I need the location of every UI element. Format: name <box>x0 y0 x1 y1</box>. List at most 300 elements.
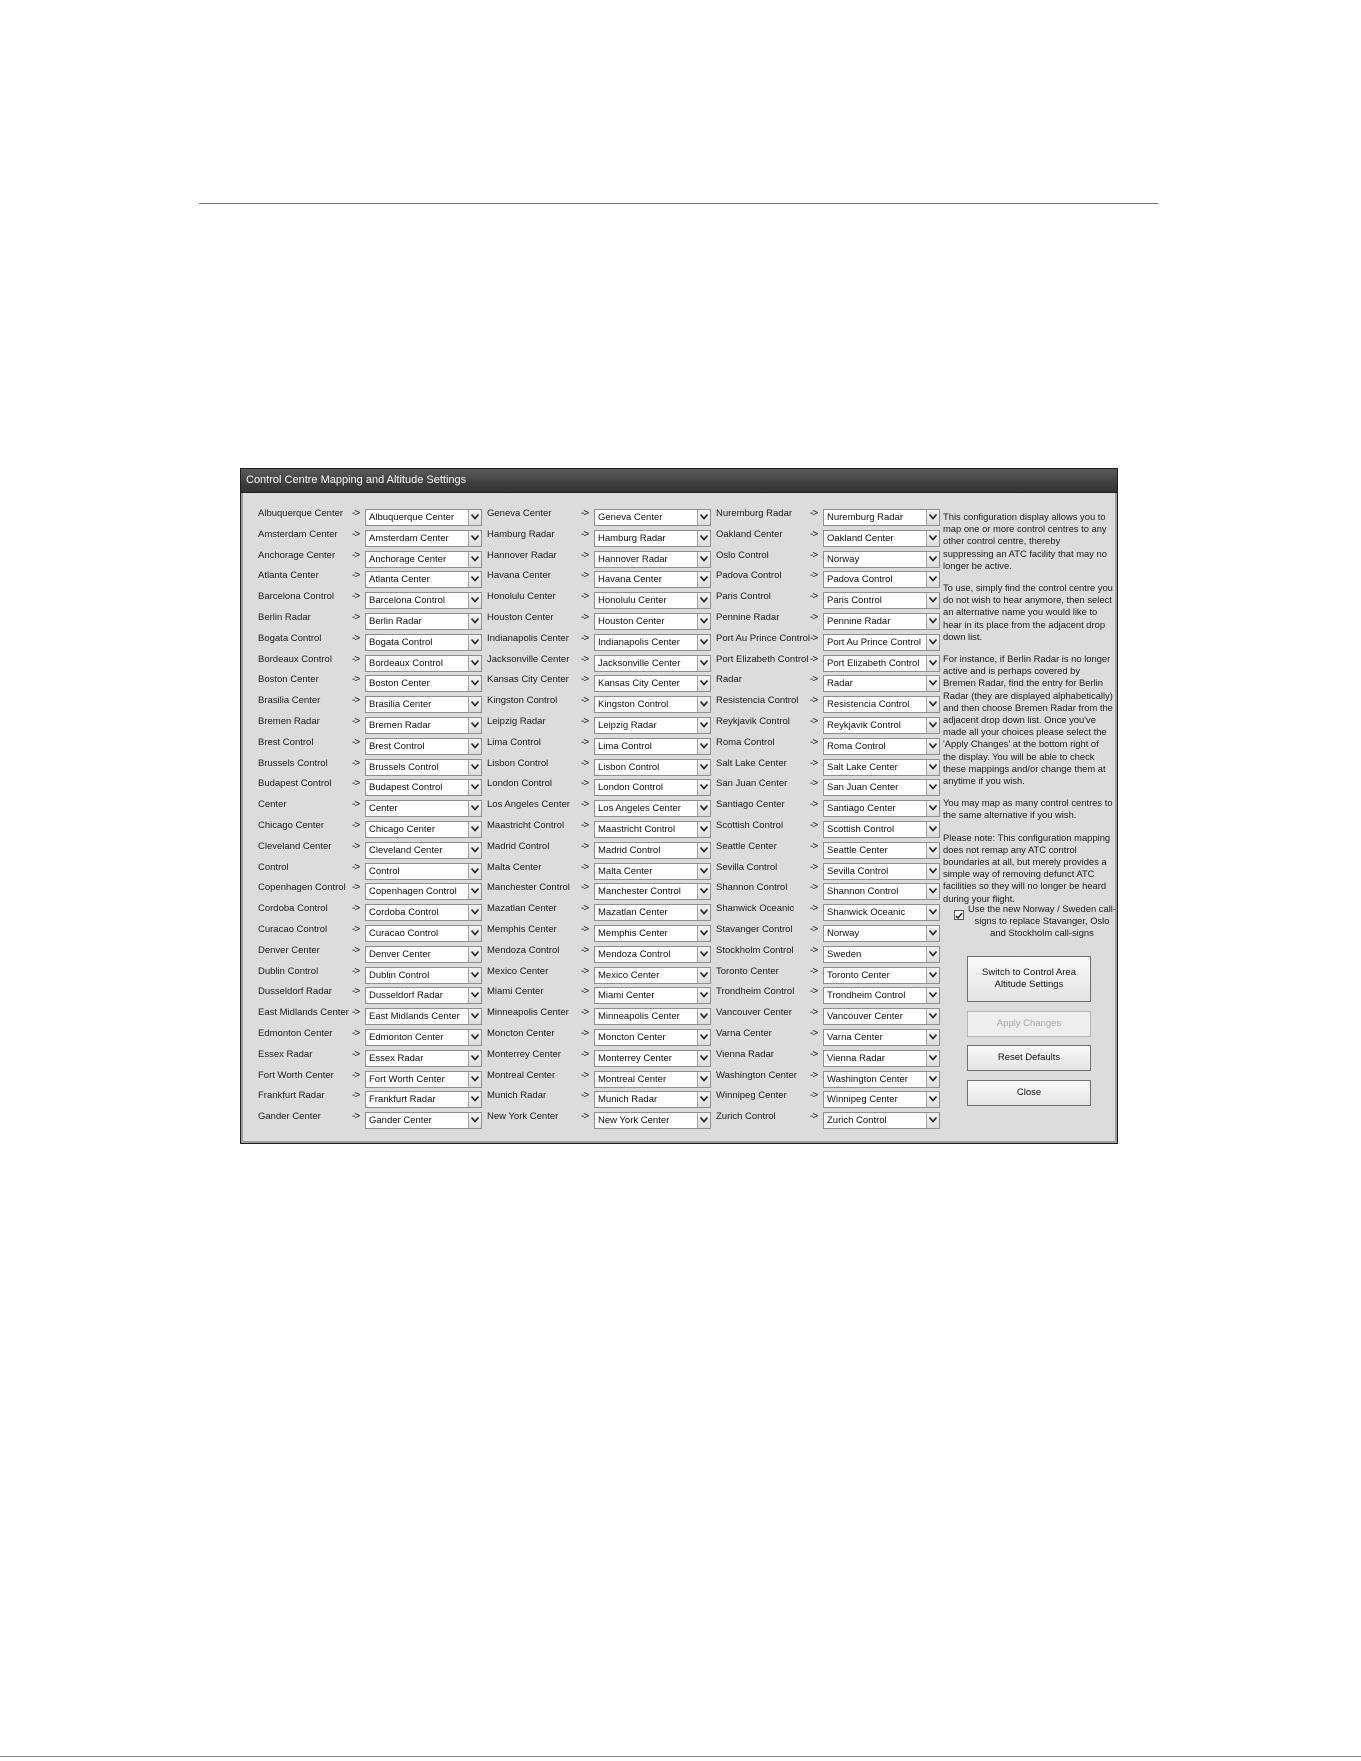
dropdown-button[interactable] <box>697 968 710 983</box>
centre-dropdown[interactable] <box>823 759 940 776</box>
mapping-row <box>716 590 946 611</box>
dropdown-button[interactable] <box>468 780 481 795</box>
chevron-down-icon <box>929 951 937 957</box>
chevron-down-icon <box>929 556 937 562</box>
dropdown-button[interactable] <box>697 926 710 941</box>
dropdown-button[interactable] <box>697 1009 710 1024</box>
dropdown-button[interactable] <box>926 926 939 941</box>
centre-dropdown[interactable] <box>594 571 711 588</box>
dropdown-button[interactable] <box>926 656 939 671</box>
chevron-down-icon <box>700 868 708 874</box>
arrow-icon: -> <box>352 840 360 852</box>
chevron-down-icon <box>700 992 708 998</box>
centre-dropdown[interactable] <box>823 634 940 651</box>
dropdown-button[interactable] <box>697 614 710 629</box>
centre-dropdown[interactable] <box>365 779 482 796</box>
dropdown-value: Leipzig Radar <box>598 719 657 731</box>
dropdown-button[interactable] <box>697 947 710 962</box>
centre-dropdown[interactable] <box>823 717 940 734</box>
dropdown-button[interactable] <box>697 1092 710 1107</box>
dropdown-button[interactable] <box>468 864 481 879</box>
centre-dropdown[interactable] <box>823 696 940 713</box>
dropdown-button[interactable] <box>697 1051 710 1066</box>
dropdown-button[interactable] <box>926 552 939 567</box>
centre-dropdown[interactable] <box>594 842 711 859</box>
centre-dropdown[interactable] <box>365 1050 482 1067</box>
centre-label: Cordoba Control <box>258 903 328 915</box>
dropdown-value: Center <box>369 803 398 815</box>
mapping-row <box>487 1069 717 1090</box>
arrow-icon: -> <box>581 923 589 935</box>
centre-dropdown[interactable] <box>365 946 482 963</box>
centre-dropdown[interactable] <box>594 779 711 796</box>
centre-dropdown[interactable] <box>823 738 940 755</box>
centre-dropdown[interactable] <box>594 967 711 984</box>
dropdown-value: Kingston Control <box>598 699 669 711</box>
centre-dropdown[interactable] <box>594 1071 711 1088</box>
chevron-down-icon <box>471 826 479 832</box>
arrow-icon: -> <box>810 695 818 707</box>
dropdown-value: Lima Control <box>598 740 652 752</box>
dropdown-button[interactable] <box>697 1113 710 1128</box>
dropdown-button[interactable] <box>468 1051 481 1066</box>
apply-changes-button[interactable]: Apply Changes <box>967 1011 1091 1037</box>
close-button[interactable]: Close <box>967 1080 1091 1106</box>
chevron-down-icon <box>929 597 937 603</box>
chevron-down-icon <box>471 743 479 749</box>
centre-dropdown[interactable] <box>594 655 711 672</box>
centre-dropdown[interactable] <box>365 592 482 609</box>
dropdown-button[interactable] <box>697 1072 710 1087</box>
centre-dropdown[interactable] <box>594 946 711 963</box>
centre-dropdown[interactable] <box>365 904 482 921</box>
dropdown-button[interactable] <box>697 1030 710 1045</box>
centre-dropdown[interactable] <box>594 509 711 526</box>
centre-dropdown[interactable] <box>823 842 940 859</box>
centre-dropdown[interactable] <box>823 551 940 568</box>
centre-dropdown[interactable] <box>594 821 711 838</box>
dropdown-button[interactable] <box>468 572 481 587</box>
centre-dropdown[interactable] <box>365 509 482 526</box>
centre-dropdown[interactable] <box>823 863 940 880</box>
dropdown-button[interactable] <box>926 1092 939 1107</box>
dropdown-button[interactable] <box>697 884 710 899</box>
dropdown-button[interactable] <box>468 697 481 712</box>
dropdown-button[interactable] <box>697 780 710 795</box>
chevron-down-icon <box>471 1076 479 1082</box>
help-paragraph: To use, simply find the control centre you do not wish to hear anymore, then select an alternative name you would like to hear in its place from the adjacent drop down list. <box>943 582 1113 642</box>
centre-label: East Midlands Center <box>258 1007 349 1019</box>
centre-dropdown[interactable] <box>823 883 940 900</box>
centre-dropdown[interactable] <box>365 821 482 838</box>
dropdown-button[interactable] <box>926 1030 939 1045</box>
arrow-icon: -> <box>581 1007 589 1019</box>
dropdown-button[interactable] <box>697 718 710 733</box>
centre-dropdown[interactable] <box>823 1071 940 1088</box>
mapping-row <box>487 632 717 653</box>
help-paragraph: Please note: This configuration mapping does not remap any ATC control boundaries at all, but merely provides a simple way of removing defunct ATC facilities so they will no longer be heard during your flight. <box>943 831 1111 904</box>
chevron-down-icon <box>471 514 479 520</box>
dropdown-button[interactable] <box>468 1030 481 1045</box>
dropdown-value: Bogata Control <box>369 636 433 648</box>
chevron-down-icon <box>700 909 708 915</box>
centre-dropdown[interactable] <box>594 738 711 755</box>
dropdown-value: Control <box>369 865 400 877</box>
dropdown-value: Minneapolis Center <box>598 1011 680 1023</box>
centre-dropdown[interactable] <box>823 925 940 942</box>
dropdown-button[interactable] <box>926 947 939 962</box>
centre-dropdown[interactable] <box>594 1008 711 1025</box>
arrow-icon: -> <box>581 840 589 852</box>
dropdown-button[interactable] <box>468 884 481 899</box>
dropdown-value: Manchester Control <box>598 886 681 898</box>
centre-dropdown[interactable] <box>365 1091 482 1108</box>
mapping-row <box>487 736 717 757</box>
dropdown-button[interactable] <box>926 1072 939 1087</box>
chevron-down-icon <box>929 1013 937 1019</box>
centre-label: Berlin Radar <box>258 611 311 623</box>
centre-dropdown[interactable] <box>365 1112 482 1129</box>
arrow-icon: -> <box>810 715 818 727</box>
centre-dropdown[interactable] <box>594 696 711 713</box>
centre-dropdown[interactable] <box>823 1008 940 1025</box>
centre-dropdown[interactable] <box>823 946 940 963</box>
dropdown-button[interactable] <box>468 635 481 650</box>
chevron-down-icon <box>929 660 937 666</box>
switch-altitude-settings-button[interactable]: Switch to Control Area Altitude Settings <box>967 956 1091 1002</box>
dropdown-button[interactable] <box>697 801 710 816</box>
dropdown-value: San Juan Center <box>827 782 899 794</box>
dropdown-button[interactable] <box>697 656 710 671</box>
chevron-down-icon <box>471 680 479 686</box>
dropdown-button[interactable] <box>926 697 939 712</box>
dropdown-button[interactable] <box>926 1051 939 1066</box>
centre-dropdown[interactable] <box>823 904 940 921</box>
chevron-down-icon <box>929 743 937 749</box>
arrow-icon: -> <box>581 1027 589 1039</box>
centre-dropdown[interactable] <box>365 800 482 817</box>
chevron-down-icon <box>471 764 479 770</box>
centre-dropdown[interactable] <box>594 925 711 942</box>
arrow-icon: -> <box>810 1090 818 1102</box>
dropdown-button[interactable] <box>468 593 481 608</box>
centre-dropdown[interactable] <box>594 717 711 734</box>
dropdown-button[interactable] <box>697 676 710 691</box>
chevron-down-icon <box>700 847 708 853</box>
dropdown-button[interactable] <box>468 614 481 629</box>
dropdown-value: Munich Radar <box>598 1094 658 1106</box>
centre-dropdown[interactable] <box>823 571 940 588</box>
centre-dropdown[interactable] <box>365 696 482 713</box>
centre-label: Barcelona Control <box>258 591 335 603</box>
chevron-down-icon <box>929 1076 937 1082</box>
centre-dropdown[interactable] <box>823 1112 940 1129</box>
chevron-down-icon <box>929 576 937 582</box>
centre-dropdown[interactable] <box>365 863 482 880</box>
dropdown-button[interactable] <box>468 718 481 733</box>
dropdown-button[interactable] <box>697 531 710 546</box>
dropdown-button[interactable] <box>926 822 939 837</box>
centre-dropdown[interactable] <box>594 675 711 692</box>
centre-dropdown[interactable] <box>823 987 940 1004</box>
dropdown-button[interactable] <box>697 635 710 650</box>
centre-label: Frankfurt Radar <box>258 1090 325 1102</box>
arrow-icon: -> <box>810 757 818 769</box>
dropdown-button[interactable] <box>926 988 939 1003</box>
centre-dropdown[interactable] <box>594 1050 711 1067</box>
dropdown-button[interactable] <box>697 843 710 858</box>
centre-dropdown[interactable] <box>823 530 940 547</box>
dropdown-button[interactable] <box>468 947 481 962</box>
chevron-down-icon <box>700 514 708 520</box>
dropdown-button[interactable] <box>697 988 710 1003</box>
centre-label: Minneapolis Center <box>487 1007 569 1019</box>
centre-dropdown[interactable] <box>594 904 711 921</box>
centre-label: Resistencia Control <box>716 695 799 707</box>
dropdown-button[interactable] <box>468 1113 481 1128</box>
centre-label: Cleveland Center <box>258 840 332 852</box>
centre-dropdown[interactable] <box>365 675 482 692</box>
centre-dropdown[interactable] <box>365 634 482 651</box>
dropdown-value: Curacao Control <box>369 927 439 939</box>
dropdown-button[interactable] <box>697 864 710 879</box>
arrow-icon: -> <box>352 695 360 707</box>
dropdown-value: Miami Center <box>598 990 655 1002</box>
centre-dropdown[interactable] <box>365 717 482 734</box>
centre-dropdown[interactable] <box>365 738 482 755</box>
dropdown-button[interactable] <box>697 510 710 525</box>
arrow-icon: -> <box>581 757 589 769</box>
dropdown-button[interactable] <box>926 531 939 546</box>
centre-dropdown[interactable] <box>594 551 711 568</box>
centre-dropdown[interactable] <box>594 800 711 817</box>
dropdown-button[interactable] <box>468 676 481 691</box>
dropdown-button[interactable] <box>697 697 710 712</box>
arrow-icon: -> <box>581 611 589 623</box>
arrow-icon: -> <box>352 923 360 935</box>
centre-dropdown[interactable] <box>365 530 482 547</box>
mapping-row <box>258 965 488 986</box>
dropdown-button[interactable] <box>926 593 939 608</box>
centre-dropdown[interactable] <box>365 842 482 859</box>
mapping-row <box>716 1027 946 1048</box>
dropdown-value: Fort Worth Center <box>369 1073 445 1085</box>
dropdown-button[interactable] <box>926 780 939 795</box>
dropdown-button[interactable] <box>697 593 710 608</box>
centre-label: Vancouver Center <box>716 1007 792 1019</box>
centre-dropdown[interactable] <box>823 779 940 796</box>
centre-dropdown[interactable] <box>365 967 482 984</box>
centre-dropdown[interactable] <box>823 655 940 672</box>
dropdown-button[interactable] <box>468 801 481 816</box>
centre-dropdown[interactable] <box>823 592 940 609</box>
arrow-icon: -> <box>581 632 589 644</box>
mapping-row <box>487 757 717 778</box>
dropdown-value: New York Center <box>598 1115 670 1127</box>
dropdown-button[interactable] <box>697 760 710 775</box>
chevron-down-icon <box>700 701 708 707</box>
centre-dropdown[interactable] <box>594 530 711 547</box>
centre-dropdown[interactable] <box>594 987 711 1004</box>
mapping-row <box>258 944 488 965</box>
mapping-row <box>716 881 946 902</box>
centre-dropdown[interactable] <box>365 655 482 672</box>
chevron-down-icon <box>700 1096 708 1102</box>
dropdown-button[interactable] <box>468 905 481 920</box>
mapping-row <box>487 1110 717 1131</box>
dropdown-value: Paris Control <box>827 595 882 607</box>
dropdown-button[interactable] <box>926 864 939 879</box>
centre-dropdown[interactable] <box>823 1091 940 1108</box>
mapping-row <box>487 965 717 986</box>
centre-label: Shanwick Oceanic <box>716 903 795 915</box>
centre-dropdown[interactable] <box>594 1091 711 1108</box>
centre-dropdown[interactable] <box>823 675 940 692</box>
dropdown-value: Monterrey Center <box>598 1052 672 1064</box>
dropdown-button[interactable] <box>468 988 481 1003</box>
centre-label: Varna Center <box>716 1027 772 1039</box>
arrow-icon: -> <box>581 674 589 686</box>
mapping-row <box>487 715 717 736</box>
centre-dropdown[interactable] <box>823 509 940 526</box>
centre-dropdown[interactable] <box>823 821 940 838</box>
help-paragraph: You may map as many control centres to the same alternative if you wish. <box>943 797 1113 821</box>
dropdown-value: Norway <box>827 927 860 939</box>
centre-dropdown[interactable] <box>823 613 940 630</box>
dropdown-button[interactable] <box>468 739 481 754</box>
arrow-icon: -> <box>810 882 818 894</box>
dropdown-button[interactable] <box>468 822 481 837</box>
mapping-row <box>258 1069 488 1090</box>
mapping-row <box>716 528 946 549</box>
mapping-column-2 <box>487 507 717 1131</box>
dropdown-button[interactable] <box>926 760 939 775</box>
dropdown-button[interactable] <box>468 760 481 775</box>
centre-dropdown[interactable] <box>365 925 482 942</box>
dropdown-button[interactable] <box>468 531 481 546</box>
mapping-row <box>716 777 946 798</box>
centre-dropdown[interactable] <box>594 1112 711 1129</box>
dropdown-button[interactable] <box>468 968 481 983</box>
centre-dropdown[interactable] <box>594 1029 711 1046</box>
chevron-down-icon <box>471 660 479 666</box>
chevron-down-icon <box>929 909 937 915</box>
norway-sweden-checkbox[interactable] <box>954 910 964 920</box>
dropdown-button[interactable] <box>926 676 939 691</box>
centre-dropdown[interactable] <box>365 987 482 1004</box>
dropdown-button[interactable] <box>468 552 481 567</box>
centre-label: Jacksonville Center <box>487 653 570 665</box>
centre-label: Edmonton Center <box>258 1027 333 1039</box>
arrow-icon: -> <box>352 736 360 748</box>
chevron-down-icon <box>929 764 937 770</box>
dropdown-button[interactable] <box>468 1092 481 1107</box>
dropdown-button[interactable] <box>926 1113 939 1128</box>
mapping-row <box>716 507 946 528</box>
centre-dropdown[interactable] <box>365 883 482 900</box>
arrow-icon: -> <box>810 591 818 603</box>
dropdown-button[interactable] <box>697 905 710 920</box>
centre-dropdown[interactable] <box>594 863 711 880</box>
centre-label: Seattle Center <box>716 840 777 852</box>
dropdown-value: Budapest Control <box>369 782 443 794</box>
dropdown-button[interactable] <box>468 1009 481 1024</box>
dropdown-button[interactable] <box>926 510 939 525</box>
dropdown-value: London Control <box>598 782 663 794</box>
chevron-down-icon <box>700 618 708 624</box>
dropdown-button[interactable] <box>697 739 710 754</box>
dropdown-button[interactable] <box>926 884 939 899</box>
dropdown-value: Albuquerque Center <box>369 512 455 523</box>
centre-label: Essex Radar <box>258 1048 313 1060</box>
mapping-row <box>258 1027 488 1048</box>
centre-dropdown[interactable] <box>594 592 711 609</box>
centre-dropdown[interactable] <box>823 800 940 817</box>
dropdown-button[interactable] <box>697 822 710 837</box>
dropdown-value: Berlin Radar <box>369 615 422 627</box>
reset-defaults-button[interactable]: Reset Defaults <box>967 1045 1091 1071</box>
dropdown-value: Maastricht Control <box>598 823 676 835</box>
centre-dropdown[interactable] <box>594 634 711 651</box>
dropdown-value: Trondheim Control <box>827 990 906 1002</box>
arrow-icon: -> <box>352 528 360 540</box>
dropdown-button[interactable] <box>926 572 939 587</box>
mapping-row <box>716 819 946 840</box>
dropdown-button[interactable] <box>926 635 939 650</box>
chevron-down-icon <box>700 597 708 603</box>
centre-label: Los Angeles Center <box>487 799 570 811</box>
centre-dropdown[interactable] <box>365 759 482 776</box>
centre-dropdown[interactable] <box>823 967 940 984</box>
chevron-down-icon <box>471 576 479 582</box>
dropdown-button[interactable] <box>926 739 939 754</box>
centre-dropdown[interactable] <box>365 1071 482 1088</box>
centre-dropdown[interactable] <box>594 759 711 776</box>
dropdown-value: Atlanta Center <box>369 574 430 586</box>
dropdown-button[interactable] <box>697 572 710 587</box>
centre-dropdown[interactable] <box>594 613 711 630</box>
dropdown-value: Sevilla Control <box>827 865 889 877</box>
dropdown-button[interactable] <box>468 926 481 941</box>
dropdown-button[interactable] <box>468 656 481 671</box>
chevron-down-icon <box>471 1055 479 1061</box>
dropdown-value: Shannon Control <box>827 886 899 898</box>
dropdown-button[interactable] <box>926 968 939 983</box>
dropdown-button[interactable] <box>926 801 939 816</box>
dropdown-button[interactable] <box>926 718 939 733</box>
centre-dropdown[interactable] <box>823 1050 940 1067</box>
centre-dropdown[interactable] <box>823 1029 940 1046</box>
centre-label: Geneva Center <box>487 508 552 519</box>
centre-dropdown[interactable] <box>365 1029 482 1046</box>
dropdown-button[interactable] <box>926 614 939 629</box>
dropdown-button[interactable] <box>468 1072 481 1087</box>
dropdown-button[interactable] <box>926 843 939 858</box>
centre-dropdown[interactable] <box>365 1008 482 1025</box>
centre-dropdown[interactable] <box>365 571 482 588</box>
arrow-icon: -> <box>810 861 818 873</box>
dropdown-button[interactable] <box>468 510 481 525</box>
dropdown-button[interactable] <box>926 905 939 920</box>
dropdown-button[interactable] <box>926 1009 939 1024</box>
centre-dropdown[interactable] <box>594 883 711 900</box>
dropdown-button[interactable] <box>468 843 481 858</box>
centre-dropdown[interactable] <box>365 551 482 568</box>
dropdown-button[interactable] <box>697 552 710 567</box>
chevron-down-icon <box>700 1117 708 1123</box>
dropdown-value: Washington Center <box>827 1073 908 1085</box>
centre-dropdown[interactable] <box>365 613 482 630</box>
